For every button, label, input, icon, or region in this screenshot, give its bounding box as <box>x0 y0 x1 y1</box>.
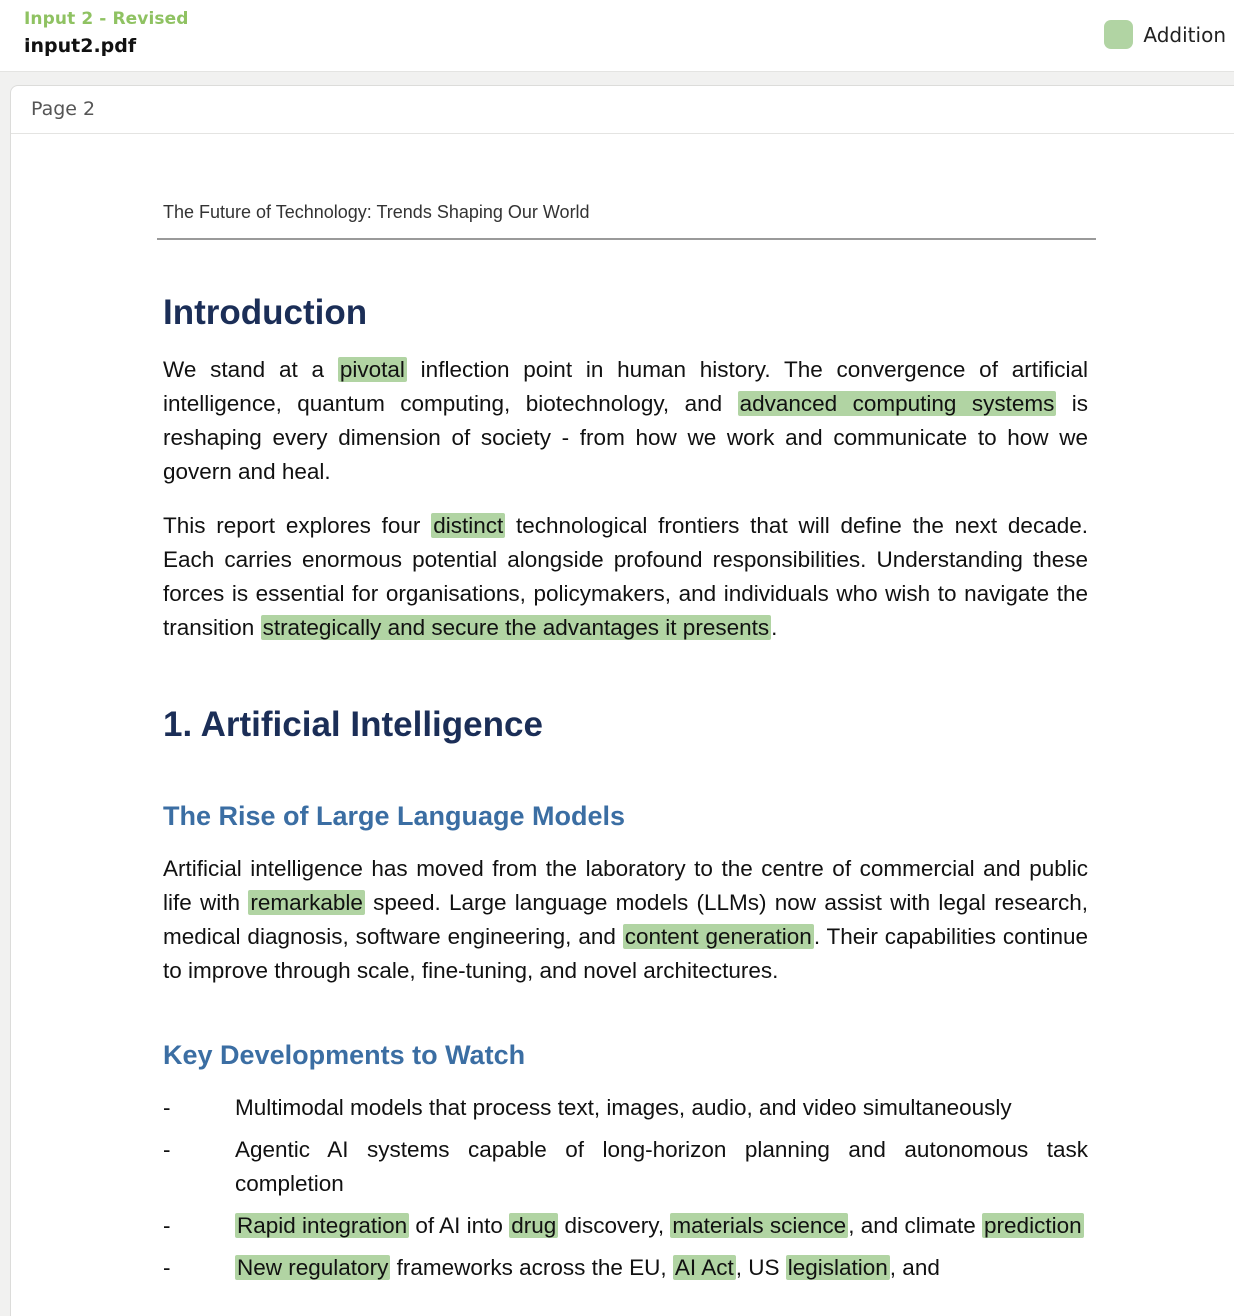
dash-marker: - <box>163 1095 171 1120</box>
running-header-text: The Future of Technology: Trends Shaping Our World <box>163 202 590 222</box>
addition-highlight: prediction <box>984 1213 1082 1238</box>
list-item: - Agentic AI systems capable of long-horizon planning and autonomous task completion <box>163 1133 1088 1201</box>
paragraph: This report explores four distinct technological frontiers that will define the next decade. Each carries enormous potential alongside profound responsibilities. Understanding these forces is essential for organisations, policymakers, and individuals who wish to navigate the transition strategically and secure the advantages it presents. <box>163 513 1088 640</box>
paragraph: We stand at a pivotal inflection point in human history. The convergence of artificial intelligence, quantum computing, biotechnology, and advanced computing systems is reshaping every dimension of society - from how we work and communicate to how we govern and heal. <box>163 357 1089 484</box>
dash-marker: - <box>163 1255 171 1280</box>
comparison-header <box>0 0 1234 72</box>
legend <box>1104 20 1226 49</box>
subheading-key-developments: Key Developments to Watch <box>163 1040 526 1070</box>
input-label: Input 2 - Revised <box>24 9 189 29</box>
header-rule <box>157 238 1096 240</box>
addition-highlight: strategically and secure the advantages it presents <box>262 615 770 640</box>
page-label: Page 2 <box>11 86 1234 134</box>
addition-highlight: New regulatory <box>237 1255 389 1280</box>
document-content <box>163 202 1088 1293</box>
addition-highlight: content generation <box>624 924 812 949</box>
addition-highlight: pivotal <box>339 357 405 382</box>
addition-highlight: drug <box>511 1213 557 1238</box>
list-item: - Multimodal models that process text, images, audio, and video simultaneously <box>163 1091 1088 1125</box>
dash-marker: - <box>163 1137 171 1162</box>
paragraph: Artificial intelligence has moved from the laboratory to the centre of commercial and public life with remarkable speed. Large language models (LLMs) now assist with legal research, medical diagnosis, software engineering, and content generation. Their capabilities continue to improve through scale, fine-tuning, and novel architectures. <box>163 856 1088 983</box>
addition-highlight: Rapid integration <box>237 1213 408 1238</box>
dash-marker: - <box>163 1213 171 1238</box>
addition-highlight: remarkable <box>250 890 363 915</box>
file-name: input2.pdf <box>24 35 137 57</box>
addition-highlight: AI Act <box>674 1255 734 1280</box>
heading-introduction: Introduction <box>163 293 368 332</box>
addition-highlight: distinct <box>433 513 504 538</box>
list-item: - Rapid integration of AI into drug discovery, materials science, and climate prediction <box>163 1209 1088 1243</box>
list-item: - New regulatory frameworks across the EU, AI Act, US legislation, and <box>163 1251 1088 1285</box>
addition-swatch-icon <box>1104 20 1133 49</box>
page-panel[interactable] <box>10 85 1234 1316</box>
bullet-list <box>163 1091 1088 1285</box>
subheading-llm: The Rise of Large Language Models <box>163 801 626 831</box>
legend-label: Addition <box>1143 22 1226 47</box>
addition-highlight: materials science <box>672 1213 847 1238</box>
addition-highlight: legislation <box>787 1255 888 1280</box>
addition-highlight: advanced computing systems <box>739 391 1055 416</box>
heading-artificial-intelligence: 1. Artificial Intelligence <box>163 705 543 744</box>
running-header <box>163 202 1088 231</box>
